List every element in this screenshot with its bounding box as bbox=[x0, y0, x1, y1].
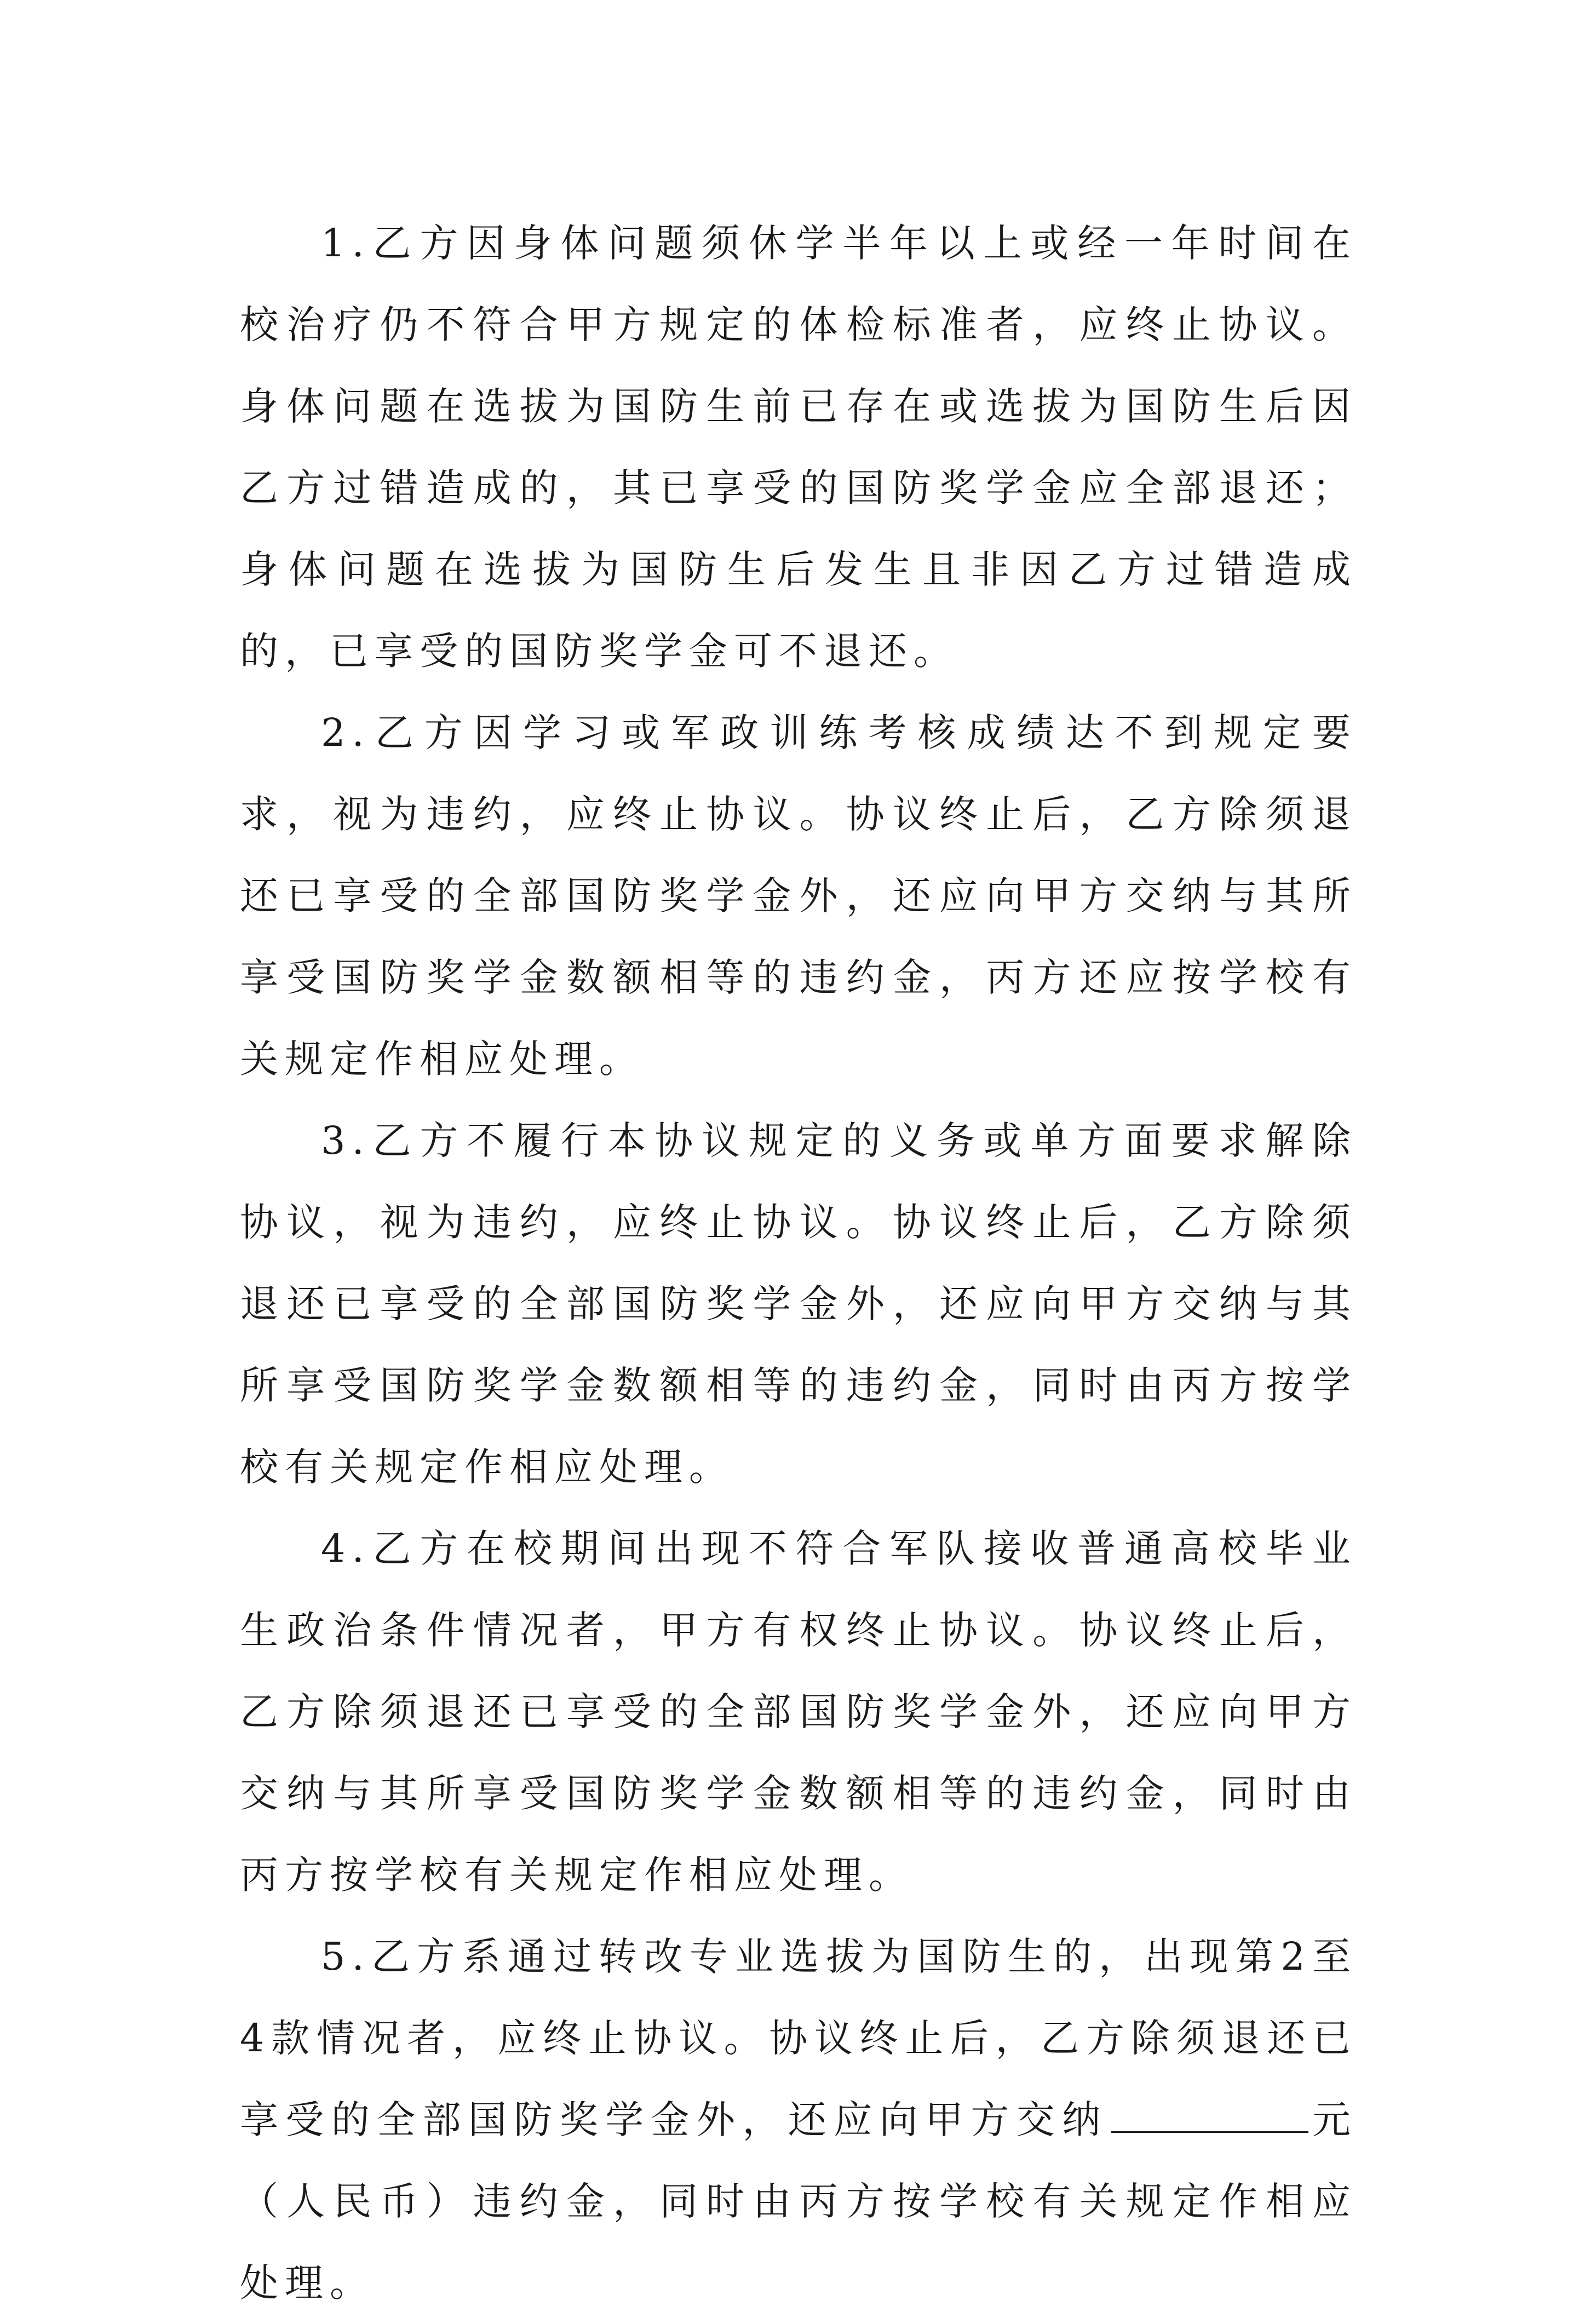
clause-5-text-after-blank: 元（人民币）违约金，同时由丙方按学校有关规定作相应处理。 bbox=[240, 2097, 1358, 2305]
clause-3-paragraph: 3.乙方不履行本协议规定的义务或单方面要求解除协议，视为违约，应终止协议。协议终止后，乙方除须退还已享受的全部国防奖学金外，还应向甲方交纳与其所享受国防奖学金数额相等的违约金，同时由丙方按学校有关规定作相应处理。 bbox=[240, 1118, 1357, 1489]
document-body bbox=[240, 203, 1357, 2324]
amount-blank-line bbox=[1111, 2095, 1308, 2133]
clause-1-paragraph: 1.乙方因身体问题须休学半年以上或经一年时间在校治疗仍不符合甲方规定的体检标准者，应终止协议。身体问题在选拔为国防生前已存在或选拔为国防生后因乙方过错造成的，其已享受的国防奖学金应全部退还；身体问题在选拔为国防生后发生且非因乙方过错造成的，已享受的国防奖学金可不退还。 bbox=[240, 221, 1357, 674]
clause-2-paragraph: 2.乙方因学习或军政训练考核成绩达不到规定要求，视为违约，应终止协议。协议终止后，乙方除须退还已享受的全部国防奖学金外，还应向甲方交纳与其所享受国防奖学金数额相等的违约金，丙方还应按学校有关规定作相应处理。 bbox=[240, 710, 1357, 1082]
clause-5-text-before-blank: 5.乙方系通过转改专业选拔为国防生的，出现第2至4款情况者，应终止协议。协议终止后，乙方除须退还已享受的全部国防奖学金外，还应向甲方交纳 bbox=[240, 1934, 1357, 2142]
clause-4-paragraph: 4.乙方在校期间出现不符合军队接收普通高校毕业生政治条件情况者，甲方有权终止协议。协议终止后，乙方除须退还已享受的全部国防奖学金外，还应向甲方交纳与其所享受国防奖学金数额相等的违约金，同时由丙方按学校有关规定作相应处理。 bbox=[240, 1526, 1357, 1897]
clause-5-paragraph bbox=[240, 1916, 1357, 2324]
